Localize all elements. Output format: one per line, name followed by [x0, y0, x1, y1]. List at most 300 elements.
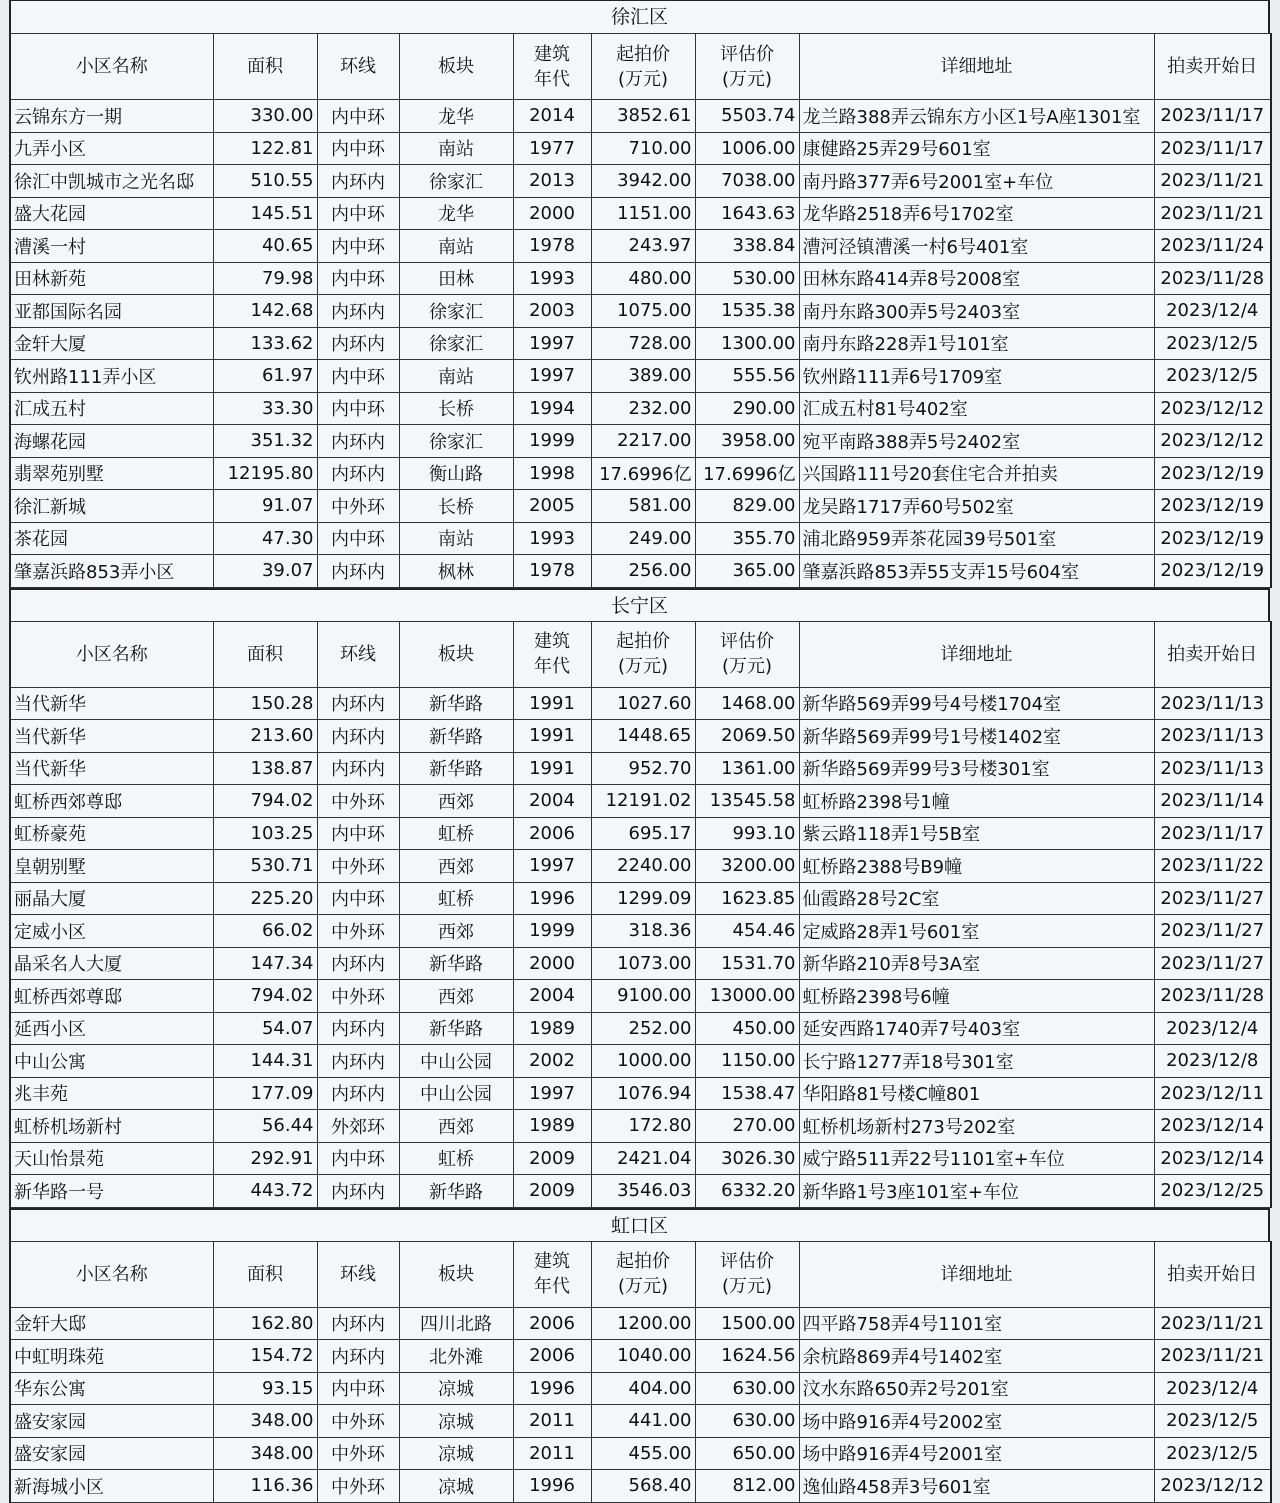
area-cell: 144.31	[213, 1045, 317, 1078]
column-header-auction-start-date: 拍卖开始日	[1154, 621, 1271, 687]
area-cell: 443.72	[213, 1175, 317, 1208]
address-cell: 虹桥机场新村273号202室	[799, 1110, 1154, 1143]
community-name-cell: 定威小区	[10, 915, 213, 948]
address-cell: 定威路28弄1号601室	[799, 915, 1154, 948]
auction-start-date-cell: 2023/12/8	[1154, 1045, 1271, 1078]
sector-cell: 凉城	[399, 1470, 513, 1503]
column-header-sector: 板块	[399, 621, 513, 687]
appraisal-price-cell: 1643.63	[695, 197, 799, 230]
auction-start-date-cell: 2023/12/12	[1154, 425, 1271, 458]
area-cell: 40.65	[213, 230, 317, 263]
ring-road-cell: 内中环	[317, 262, 399, 295]
build-year-cell: 1989	[513, 1110, 591, 1143]
build-year-cell: 2014	[513, 100, 591, 133]
table-row	[10, 165, 1271, 198]
address-cell: 南丹路377弄6号2001室+车位	[799, 165, 1154, 198]
sector-cell: 凉城	[399, 1372, 513, 1405]
appraisal-price-cell: 829.00	[695, 490, 799, 523]
community-name-cell: 海螺花园	[10, 425, 213, 458]
area-cell: 348.00	[213, 1437, 317, 1470]
ring-road-cell: 中外环	[317, 1470, 399, 1503]
table-row	[10, 490, 1271, 523]
sector-cell: 徐家汇	[399, 165, 513, 198]
appraisal-price-cell: 1150.00	[695, 1045, 799, 1078]
community-name-cell: 盛安家园	[10, 1405, 213, 1438]
district-title: 徐汇区	[9, 0, 1270, 33]
ring-road-cell: 内环内	[317, 1175, 399, 1208]
sector-cell: 南站	[399, 522, 513, 555]
auction-start-date-cell: 2023/12/19	[1154, 522, 1271, 555]
address-cell: 威宁路511弄22号1101室+车位	[799, 1142, 1154, 1175]
start-price-cell: 581.00	[591, 490, 695, 523]
table-row	[10, 785, 1271, 818]
auction-start-date-cell: 2023/11/27	[1154, 947, 1271, 980]
community-name-cell: 漕溪一村	[10, 230, 213, 263]
appraisal-price-cell: 5503.74	[695, 100, 799, 133]
ring-road-cell: 内环内	[317, 327, 399, 360]
area-cell: 79.98	[213, 262, 317, 295]
auction-start-date-cell: 2023/12/19	[1154, 490, 1271, 523]
address-cell: 新华路210弄8号3A室	[799, 947, 1154, 980]
sector-cell: 南站	[399, 132, 513, 165]
area-cell: 122.81	[213, 132, 317, 165]
start-price-cell: 455.00	[591, 1437, 695, 1470]
column-header-address: 详细地址	[799, 34, 1154, 100]
address-cell: 康健路25弄29号601室	[799, 132, 1154, 165]
auction-start-date-cell: 2023/12/5	[1154, 360, 1271, 393]
table-row	[10, 555, 1271, 588]
auction-table	[9, 1241, 1272, 1503]
sector-cell: 龙华	[399, 100, 513, 133]
auction-start-date-cell: 2023/11/21	[1154, 197, 1271, 230]
auction-start-date-cell: 2023/11/28	[1154, 262, 1271, 295]
auction-start-date-cell: 2023/11/14	[1154, 785, 1271, 818]
area-cell: 56.44	[213, 1110, 317, 1143]
area-cell: 213.60	[213, 720, 317, 753]
address-cell: 仙霞路28号2C室	[799, 882, 1154, 915]
address-cell: 汇成五村81号402室	[799, 392, 1154, 425]
ring-road-cell: 中外环	[317, 1405, 399, 1438]
build-year-cell: 1997	[513, 360, 591, 393]
appraisal-price-cell: 290.00	[695, 392, 799, 425]
sector-cell: 新华路	[399, 1012, 513, 1045]
start-price-cell: 728.00	[591, 327, 695, 360]
build-year-cell: 2006	[513, 1307, 591, 1340]
appraisal-price-cell: 812.00	[695, 1470, 799, 1503]
ring-road-cell: 内环内	[317, 1045, 399, 1078]
community-name-cell: 茶花园	[10, 522, 213, 555]
sector-cell: 虹桥	[399, 882, 513, 915]
ring-road-cell: 内环内	[317, 687, 399, 720]
appraisal-price-cell: 13545.58	[695, 785, 799, 818]
column-header-build-year: 建筑 年代	[513, 34, 591, 100]
table-row	[10, 197, 1271, 230]
table-row	[10, 687, 1271, 720]
ring-road-cell: 中外环	[317, 785, 399, 818]
area-cell: 61.97	[213, 360, 317, 393]
sector-cell: 龙华	[399, 197, 513, 230]
address-cell: 虹桥路2398号6幢	[799, 980, 1154, 1013]
community-name-cell: 晶采名人大厦	[10, 947, 213, 980]
community-name-cell: 汇成五村	[10, 392, 213, 425]
build-year-cell: 1993	[513, 262, 591, 295]
address-cell: 新华路569弄99号3号楼301室	[799, 752, 1154, 785]
auction-start-date-cell: 2023/12/25	[1154, 1175, 1271, 1208]
address-cell: 兴国路111号20套住宅合并拍卖	[799, 457, 1154, 490]
auction-start-date-cell: 2023/12/12	[1154, 392, 1271, 425]
community-name-cell: 亚都国际名园	[10, 295, 213, 328]
community-name-cell: 徐汇中凯城市之光名邸	[10, 165, 213, 198]
ring-road-cell: 内环内	[317, 1077, 399, 1110]
community-name-cell: 翡翠苑别墅	[10, 457, 213, 490]
build-year-cell: 1997	[513, 327, 591, 360]
start-price-cell: 1151.00	[591, 197, 695, 230]
auction-start-date-cell: 2023/12/19	[1154, 555, 1271, 588]
area-cell: 145.51	[213, 197, 317, 230]
area-cell: 12195.80	[213, 457, 317, 490]
ring-road-cell: 内中环	[317, 1142, 399, 1175]
table-row	[10, 817, 1271, 850]
column-header-address: 详细地址	[799, 1241, 1154, 1307]
sector-cell: 虹桥	[399, 1142, 513, 1175]
table-row	[10, 1437, 1271, 1470]
appraisal-price-cell: 17.6996亿	[695, 457, 799, 490]
column-header-community-name: 小区名称	[10, 34, 213, 100]
auction-listing-sheet	[9, 0, 1270, 1503]
appraisal-price-cell: 993.10	[695, 817, 799, 850]
sector-cell: 中山公园	[399, 1045, 513, 1078]
sector-cell: 中山公园	[399, 1077, 513, 1110]
auction-start-date-cell: 2023/12/19	[1154, 457, 1271, 490]
appraisal-price-cell: 2069.50	[695, 720, 799, 753]
column-header-appraisal-price: 评估价 (万元)	[695, 34, 799, 100]
column-header-auction-start-date: 拍卖开始日	[1154, 1241, 1271, 1307]
area-cell: 33.30	[213, 392, 317, 425]
column-header-start-price: 起拍价 (万元)	[591, 621, 695, 687]
table-row	[10, 882, 1271, 915]
start-price-cell: 1075.00	[591, 295, 695, 328]
area-cell: 91.07	[213, 490, 317, 523]
table-row	[10, 850, 1271, 883]
build-year-cell: 1997	[513, 850, 591, 883]
build-year-cell: 2002	[513, 1045, 591, 1078]
build-year-cell: 1996	[513, 1372, 591, 1405]
appraisal-price-cell: 630.00	[695, 1372, 799, 1405]
column-header-start-price: 起拍价 (万元)	[591, 34, 695, 100]
start-price-cell: 17.6996亿	[591, 457, 695, 490]
sector-cell: 徐家汇	[399, 295, 513, 328]
ring-road-cell: 内环内	[317, 752, 399, 785]
ring-road-cell: 外郊环	[317, 1110, 399, 1143]
sector-cell: 新华路	[399, 720, 513, 753]
table-row	[10, 327, 1271, 360]
community-name-cell: 金轩大邸	[10, 1307, 213, 1340]
start-price-cell: 318.36	[591, 915, 695, 948]
column-header-appraisal-price: 评估价 (万元)	[695, 621, 799, 687]
auction-start-date-cell: 2023/11/21	[1154, 165, 1271, 198]
area-cell: 147.34	[213, 947, 317, 980]
sector-cell: 四川北路	[399, 1307, 513, 1340]
address-cell: 紫云路118弄1号5B室	[799, 817, 1154, 850]
sector-cell: 西郊	[399, 915, 513, 948]
address-cell: 龙兰路388弄云锦东方小区1号A座1301室	[799, 100, 1154, 133]
build-year-cell: 2004	[513, 980, 591, 1013]
build-year-cell: 1998	[513, 457, 591, 490]
sector-cell: 田林	[399, 262, 513, 295]
ring-road-cell: 内中环	[317, 132, 399, 165]
build-year-cell: 2006	[513, 1340, 591, 1373]
ring-road-cell: 内中环	[317, 230, 399, 263]
appraisal-price-cell: 530.00	[695, 262, 799, 295]
column-header-area: 面积	[213, 34, 317, 100]
area-cell: 794.02	[213, 980, 317, 1013]
ring-road-cell: 内环内	[317, 165, 399, 198]
start-price-cell: 2217.00	[591, 425, 695, 458]
table-row	[10, 425, 1271, 458]
table-row	[10, 1110, 1271, 1143]
start-price-cell: 2240.00	[591, 850, 695, 883]
community-name-cell: 中虹明珠苑	[10, 1340, 213, 1373]
start-price-cell: 3852.61	[591, 100, 695, 133]
table-row	[10, 100, 1271, 133]
community-name-cell: 当代新华	[10, 752, 213, 785]
sector-cell: 新华路	[399, 687, 513, 720]
start-price-cell: 252.00	[591, 1012, 695, 1045]
appraisal-price-cell: 1538.47	[695, 1077, 799, 1110]
column-header-build-year: 建筑 年代	[513, 621, 591, 687]
area-cell: 150.28	[213, 687, 317, 720]
table-header-row	[10, 1241, 1271, 1307]
community-name-cell: 新海城小区	[10, 1470, 213, 1503]
table-row	[10, 360, 1271, 393]
appraisal-price-cell: 450.00	[695, 1012, 799, 1045]
sector-cell: 凉城	[399, 1405, 513, 1438]
appraisal-price-cell: 7038.00	[695, 165, 799, 198]
area-cell: 47.30	[213, 522, 317, 555]
address-cell: 虹桥路2388号B9幢	[799, 850, 1154, 883]
address-cell: 虹桥路2398号1幢	[799, 785, 1154, 818]
appraisal-price-cell: 1535.38	[695, 295, 799, 328]
build-year-cell: 2000	[513, 947, 591, 980]
auction-start-date-cell: 2023/12/4	[1154, 1012, 1271, 1045]
start-price-cell: 1027.60	[591, 687, 695, 720]
appraisal-price-cell: 365.00	[695, 555, 799, 588]
start-price-cell: 710.00	[591, 132, 695, 165]
area-cell: 530.71	[213, 850, 317, 883]
build-year-cell: 2000	[513, 197, 591, 230]
auction-start-date-cell: 2023/11/13	[1154, 752, 1271, 785]
table-row	[10, 457, 1271, 490]
ring-road-cell: 内中环	[317, 100, 399, 133]
area-cell: 54.07	[213, 1012, 317, 1045]
table-row	[10, 1045, 1271, 1078]
sector-cell: 西郊	[399, 1110, 513, 1143]
auction-start-date-cell: 2023/11/22	[1154, 850, 1271, 883]
build-year-cell: 2011	[513, 1405, 591, 1438]
address-cell: 四平路758弄4号1101室	[799, 1307, 1154, 1340]
address-cell: 肇嘉浜路853弄55支弄15号604室	[799, 555, 1154, 588]
start-price-cell: 1073.00	[591, 947, 695, 980]
address-cell: 长宁路1277弄18号301室	[799, 1045, 1154, 1078]
start-price-cell: 2421.04	[591, 1142, 695, 1175]
column-header-area: 面积	[213, 1241, 317, 1307]
ring-road-cell: 内环内	[317, 720, 399, 753]
ring-road-cell: 内中环	[317, 817, 399, 850]
start-price-cell: 1076.94	[591, 1077, 695, 1110]
appraisal-price-cell: 1468.00	[695, 687, 799, 720]
table-row	[10, 1340, 1271, 1373]
sector-cell: 徐家汇	[399, 327, 513, 360]
appraisal-price-cell: 1500.00	[695, 1307, 799, 1340]
ring-road-cell: 内中环	[317, 360, 399, 393]
start-price-cell: 568.40	[591, 1470, 695, 1503]
auction-start-date-cell: 2023/11/13	[1154, 687, 1271, 720]
build-year-cell: 1993	[513, 522, 591, 555]
ring-road-cell: 内环内	[317, 1012, 399, 1045]
address-cell: 延安西路1740弄7号403室	[799, 1012, 1154, 1045]
address-cell: 宛平南路388弄5号2402室	[799, 425, 1154, 458]
build-year-cell: 1989	[513, 1012, 591, 1045]
community-name-cell: 延西小区	[10, 1012, 213, 1045]
appraisal-price-cell: 6332.20	[695, 1175, 799, 1208]
area-cell: 225.20	[213, 882, 317, 915]
area-cell: 794.02	[213, 785, 317, 818]
ring-road-cell: 内中环	[317, 392, 399, 425]
sector-cell: 长桥	[399, 490, 513, 523]
ring-road-cell: 内环内	[317, 457, 399, 490]
auction-start-date-cell: 2023/11/17	[1154, 817, 1271, 850]
ring-road-cell: 内中环	[317, 1372, 399, 1405]
sector-cell: 衡山路	[399, 457, 513, 490]
auction-start-date-cell: 2023/11/21	[1154, 1307, 1271, 1340]
column-header-area: 面积	[213, 621, 317, 687]
address-cell: 华阳路81号楼C幢801	[799, 1077, 1154, 1110]
start-price-cell: 249.00	[591, 522, 695, 555]
start-price-cell: 1200.00	[591, 1307, 695, 1340]
table-row	[10, 1405, 1271, 1438]
appraisal-price-cell: 3026.30	[695, 1142, 799, 1175]
community-name-cell: 虹桥豪苑	[10, 817, 213, 850]
community-name-cell: 虹桥机场新村	[10, 1110, 213, 1143]
table-row	[10, 522, 1271, 555]
address-cell: 浦北路959弄茶花园39号501室	[799, 522, 1154, 555]
table-row	[10, 1372, 1271, 1405]
start-price-cell: 695.17	[591, 817, 695, 850]
column-header-community-name: 小区名称	[10, 1241, 213, 1307]
appraisal-price-cell: 1623.85	[695, 882, 799, 915]
sector-cell: 虹桥	[399, 817, 513, 850]
appraisal-price-cell: 555.56	[695, 360, 799, 393]
build-year-cell: 1999	[513, 915, 591, 948]
community-name-cell: 云锦东方一期	[10, 100, 213, 133]
appraisal-price-cell: 355.70	[695, 522, 799, 555]
appraisal-price-cell: 338.84	[695, 230, 799, 263]
community-name-cell: 金轩大厦	[10, 327, 213, 360]
appraisal-price-cell: 1300.00	[695, 327, 799, 360]
area-cell: 66.02	[213, 915, 317, 948]
build-year-cell: 2011	[513, 1437, 591, 1470]
column-header-address: 详细地址	[799, 621, 1154, 687]
build-year-cell: 1996	[513, 1470, 591, 1503]
address-cell: 南丹东路228弄1号101室	[799, 327, 1154, 360]
column-header-ring-road: 环线	[317, 621, 399, 687]
community-name-cell: 新华路一号	[10, 1175, 213, 1208]
address-cell: 逸仙路458弄3号601室	[799, 1470, 1154, 1503]
start-price-cell: 404.00	[591, 1372, 695, 1405]
address-cell: 漕河泾镇漕溪一村6号401室	[799, 230, 1154, 263]
address-cell: 汶水东路650弄2号201室	[799, 1372, 1154, 1405]
auction-start-date-cell: 2023/11/17	[1154, 100, 1271, 133]
auction-start-date-cell: 2023/11/27	[1154, 882, 1271, 915]
build-year-cell: 1991	[513, 752, 591, 785]
table-row	[10, 392, 1271, 425]
appraisal-price-cell: 630.00	[695, 1405, 799, 1438]
start-price-cell: 441.00	[591, 1405, 695, 1438]
appraisal-price-cell: 270.00	[695, 1110, 799, 1143]
column-header-sector: 板块	[399, 1241, 513, 1307]
ring-road-cell: 内中环	[317, 197, 399, 230]
build-year-cell: 1996	[513, 882, 591, 915]
auction-start-date-cell: 2023/12/5	[1154, 1405, 1271, 1438]
column-header-sector: 板块	[399, 34, 513, 100]
community-name-cell: 当代新华	[10, 720, 213, 753]
build-year-cell: 1999	[513, 425, 591, 458]
area-cell: 103.25	[213, 817, 317, 850]
community-name-cell: 盛安家园	[10, 1437, 213, 1470]
build-year-cell: 2013	[513, 165, 591, 198]
area-cell: 348.00	[213, 1405, 317, 1438]
community-name-cell: 中山公寓	[10, 1045, 213, 1078]
column-header-build-year: 建筑 年代	[513, 1241, 591, 1307]
area-cell: 138.87	[213, 752, 317, 785]
table-header-row	[10, 621, 1271, 687]
ring-road-cell: 中外环	[317, 980, 399, 1013]
address-cell: 龙华路2518弄6号1702室	[799, 197, 1154, 230]
district-title: 长宁区	[9, 588, 1270, 621]
table-row	[10, 1307, 1271, 1340]
ring-road-cell: 内环内	[317, 555, 399, 588]
column-header-community-name: 小区名称	[10, 621, 213, 687]
auction-start-date-cell: 2023/12/4	[1154, 1372, 1271, 1405]
sector-cell: 长桥	[399, 392, 513, 425]
start-price-cell: 232.00	[591, 392, 695, 425]
start-price-cell: 243.97	[591, 230, 695, 263]
table-header-row	[10, 34, 1271, 100]
build-year-cell: 2009	[513, 1175, 591, 1208]
address-cell: 场中路916弄4号2002室	[799, 1405, 1154, 1438]
start-price-cell: 389.00	[591, 360, 695, 393]
area-cell: 133.62	[213, 327, 317, 360]
table-row	[10, 720, 1271, 753]
auction-start-date-cell: 2023/11/24	[1154, 230, 1271, 263]
address-cell: 新华路1号3座101室+车位	[799, 1175, 1154, 1208]
build-year-cell: 2005	[513, 490, 591, 523]
sector-cell: 新华路	[399, 752, 513, 785]
ring-road-cell: 内环内	[317, 425, 399, 458]
address-cell: 钦州路111弄6号1709室	[799, 360, 1154, 393]
area-cell: 154.72	[213, 1340, 317, 1373]
community-name-cell: 丽晶大厦	[10, 882, 213, 915]
table-row	[10, 1470, 1271, 1503]
sector-cell: 徐家汇	[399, 425, 513, 458]
address-cell: 新华路569弄99号4号楼1704室	[799, 687, 1154, 720]
table-row	[10, 980, 1271, 1013]
column-header-ring-road: 环线	[317, 1241, 399, 1307]
community-name-cell: 天山怡景苑	[10, 1142, 213, 1175]
area-cell: 116.36	[213, 1470, 317, 1503]
start-price-cell: 952.70	[591, 752, 695, 785]
table-row	[10, 295, 1271, 328]
